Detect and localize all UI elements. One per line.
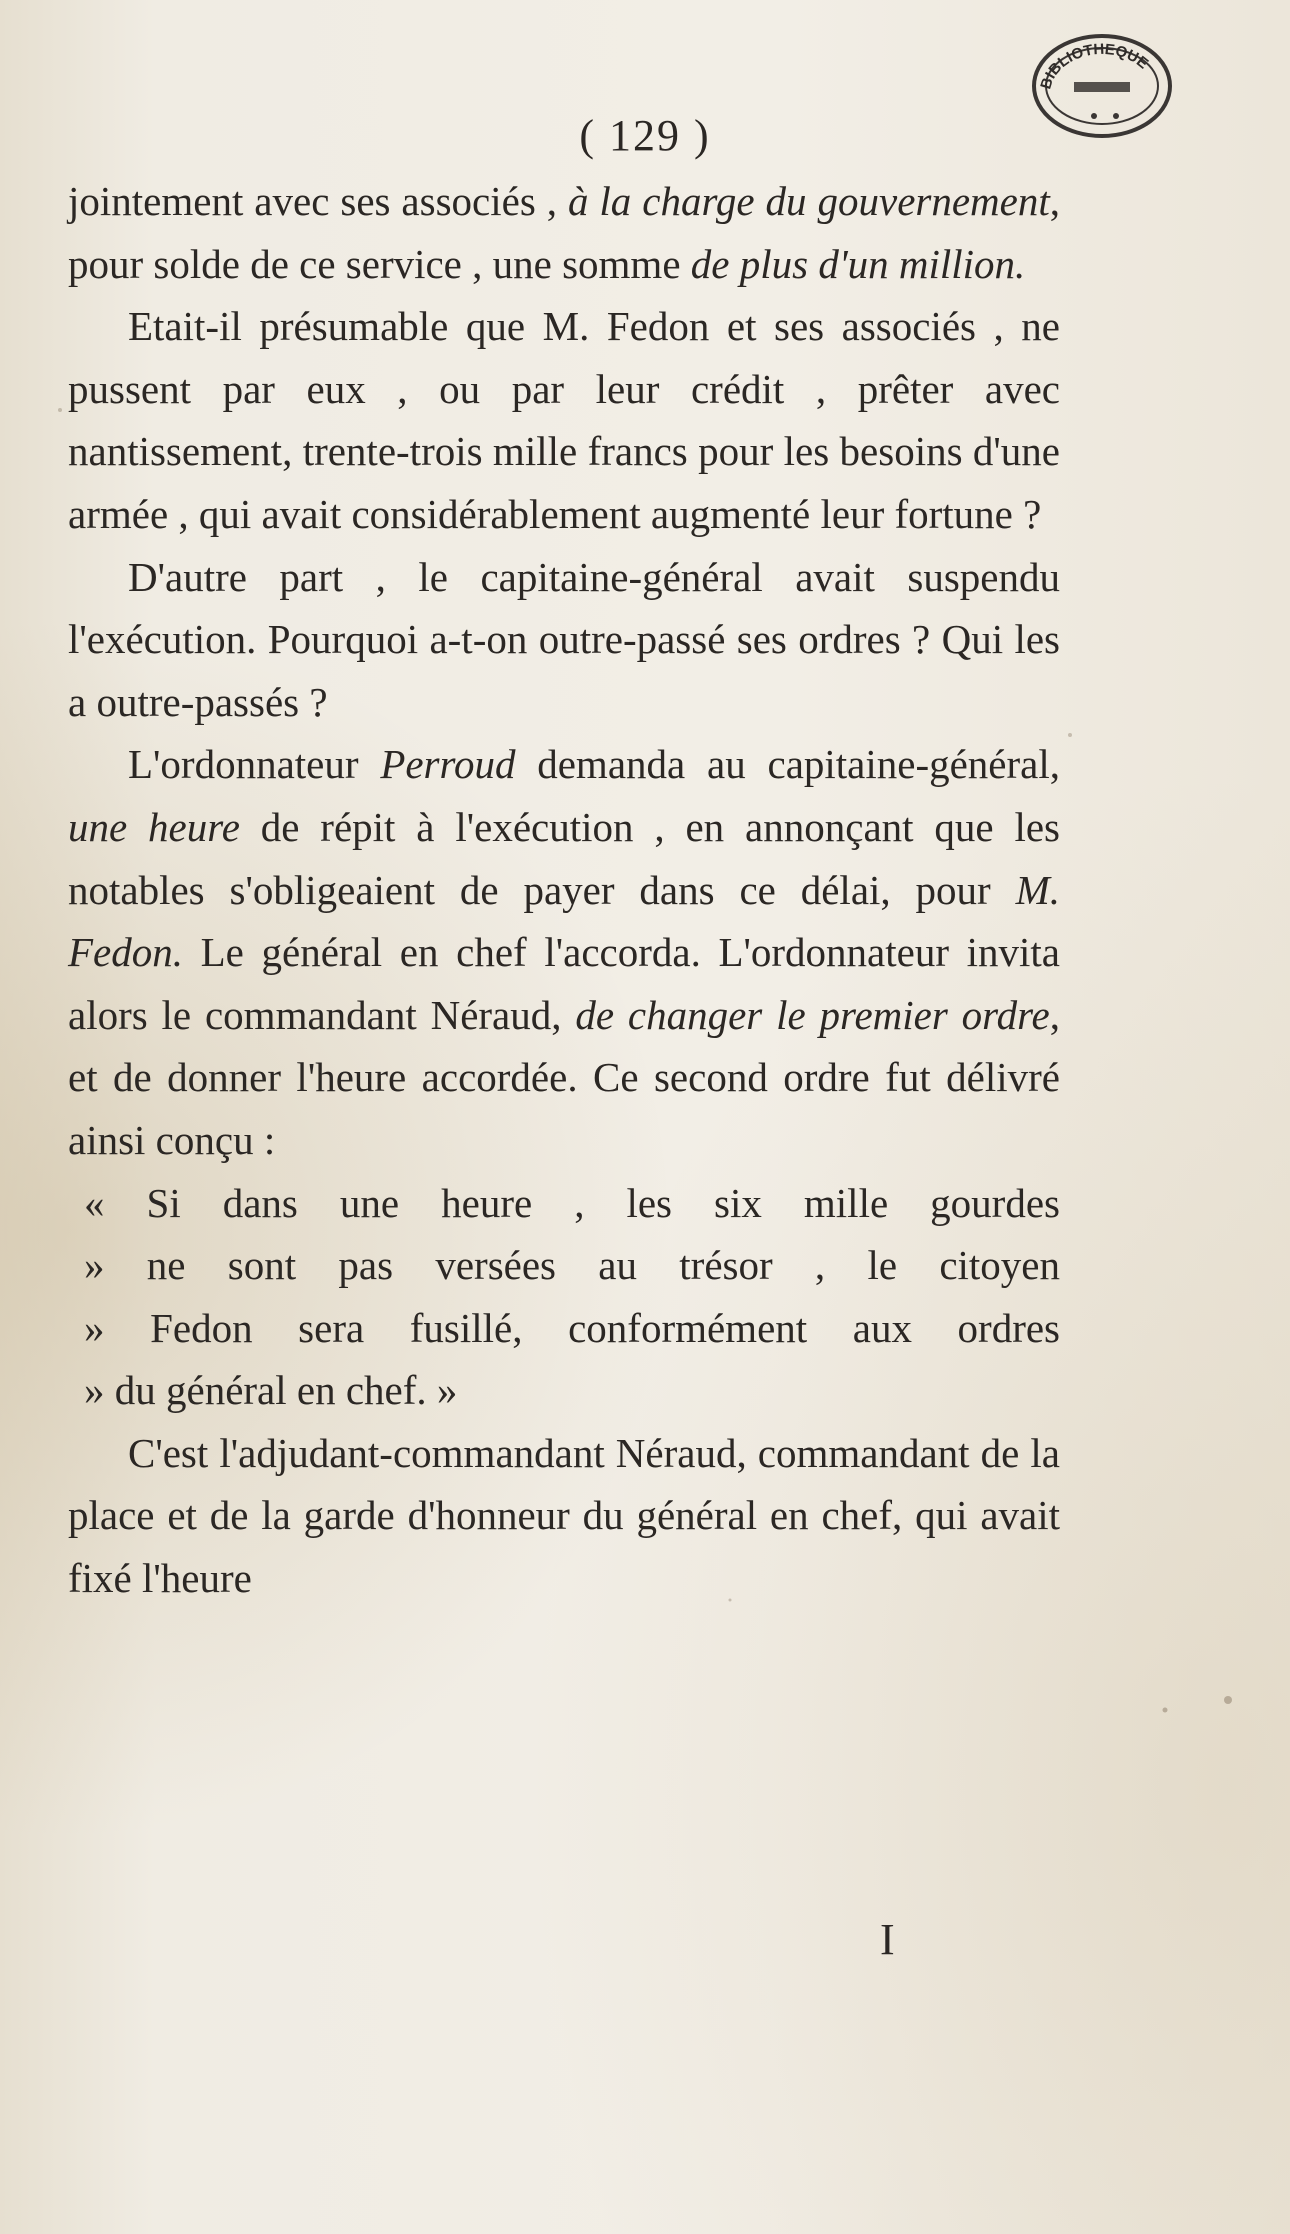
paragraphs	[68, 170, 1060, 1172]
signature-mark: I	[880, 1915, 895, 1964]
text-run: Le général en chef l'accorda. L'ordonnateur invita alors le commandant Néraud,	[68, 929, 1060, 1038]
stamp-text: BIBLIOTHEQUE	[1037, 40, 1152, 92]
quote-line: » ne sont pas versées au trésor , le citoyen	[84, 1242, 1060, 1289]
quote-line: » Fedon sera fusillé, conformément aux ordres	[84, 1304, 1060, 1351]
closing-paragraph	[68, 1422, 1060, 1610]
paragraph	[68, 170, 1060, 295]
text-run: , pour solde de ce service , une somme	[68, 178, 1061, 287]
text-run: C'est l'adjudant-commandant Néraud, commandant de la place et de la garde d'honneur du général en chef, qui avait fixé l'heure	[68, 1429, 1060, 1602]
quote-line: » du général en chef. »	[84, 1367, 458, 1414]
text-run: , et de donner l'heure accordée. Ce second ordre fut délivré ainsi conçu :	[68, 991, 1060, 1163]
page-number: ( 129 )	[579, 111, 711, 160]
paragraph	[68, 546, 1060, 734]
paragraph	[68, 733, 1060, 1171]
text-run: Etait-il présumable que M. Fedon et ses associés , ne pussent par eux , ou par leur crédit , prêter avec nantissement, trente-trois mille francs pour les besoins d'une armée , qui avait considérablement augmenté leur fortune ?	[68, 303, 1060, 537]
quote-line: « Si dans une heure , les six mille gourdes	[84, 1179, 1060, 1226]
order-quote	[68, 1172, 1060, 1422]
italic-text: de changer le premier ordre	[575, 991, 1050, 1038]
text-run: D'autre part , le capitaine-général avait suspendu l'exécution. Pourquoi a-t-on outre-passé ses ordres ? Qui les a outre-passés ?	[68, 553, 1060, 725]
paragraph	[68, 295, 1060, 545]
body-text	[68, 170, 1060, 1610]
text-run: L'ordonnateur	[128, 741, 381, 788]
italic-text: Perroud	[380, 741, 516, 788]
italic-text: M. Fedon.	[68, 866, 1060, 976]
text-run: demanda au capitaine-général,	[515, 741, 1060, 788]
text-run: de répit à l'exécution , en annonçant que les notables s'obligeaient de payer dans ce délai, pour	[68, 803, 1060, 913]
italic-text: de plus d'un million.	[690, 240, 1026, 287]
italic-text: une heure	[68, 803, 240, 850]
italic-text: à la charge du gouvernement	[567, 178, 1050, 224]
text-run: jointement avec ses associés ,	[68, 178, 568, 224]
